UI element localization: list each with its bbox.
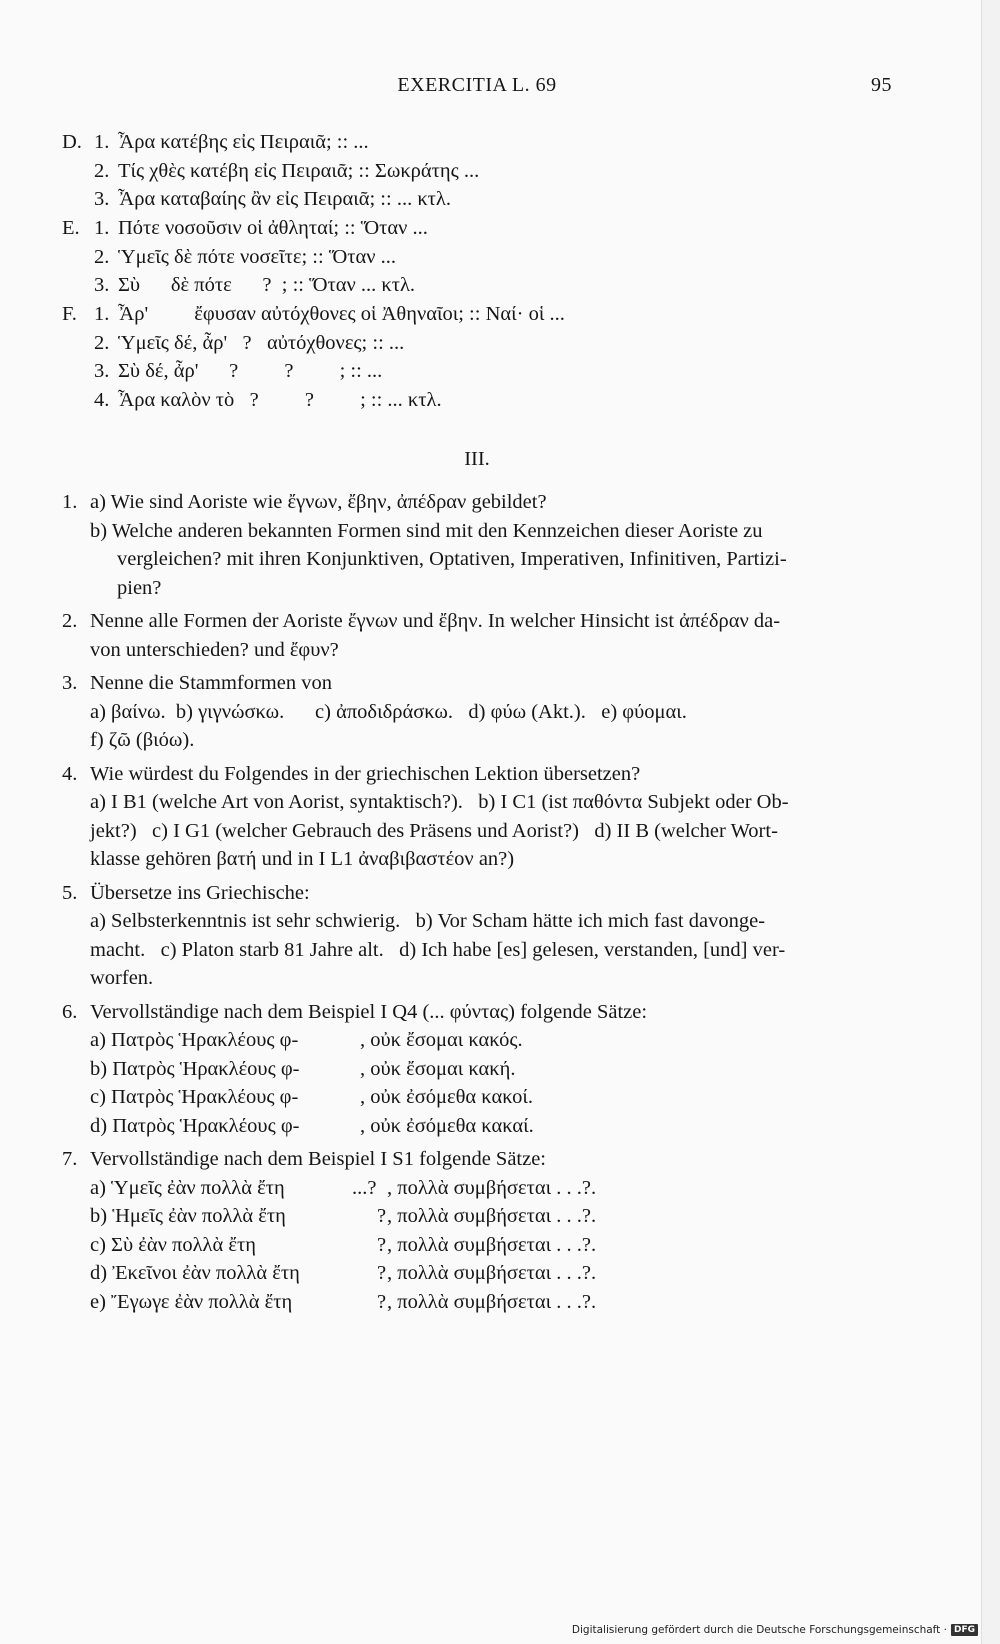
exercise-blank: ? xyxy=(377,1233,387,1256)
question-intro: Vervollständige nach dem Beispiel I Q4 (... φύντας) folgende Sätze: xyxy=(90,1000,648,1023)
question-line: a) βαίνω. b) γιγνώσκω. c) ἀποδιδράσκω. d) φύω (Akt.). e) φύομαι. xyxy=(90,700,687,723)
question-line: von unterschieden? und ἔφυν? xyxy=(90,638,339,661)
exercise-blank: ...? xyxy=(352,1176,377,1199)
line-number: 2. xyxy=(94,245,110,268)
footer-credit xyxy=(572,1624,978,1636)
question-1 xyxy=(62,488,892,602)
section-label: E. xyxy=(62,217,80,239)
line-text: Πότε νοσοῦσιν οἱ ἀθληταί; :: Ὅταν ... xyxy=(118,217,428,239)
question-line: b) Welche anderen bekannten Formen sind mit den Kennzeichen dieser Aoriste zu xyxy=(90,519,763,542)
exercise-item xyxy=(90,1288,892,1317)
question-line: Wie würdest du Folgendes in der griechischen Lektion übersetzen? xyxy=(90,762,641,785)
question-number: 4. xyxy=(62,762,78,785)
line-number: 3. xyxy=(94,188,110,210)
line-number: 3. xyxy=(94,274,110,296)
part-heading-text: III. xyxy=(464,448,490,470)
section-d-line xyxy=(62,185,892,214)
footer-text: Digitalisierung gefördert durch die Deutsche Forschungsgemeinschaft · xyxy=(571,1624,947,1636)
question-line: Nenne die Stammformen von xyxy=(90,672,332,694)
part-heading xyxy=(62,445,892,474)
exercise-item xyxy=(90,1083,892,1112)
question-line: pien? xyxy=(117,576,162,599)
question-line: a) Wie sind Aoriste wie ἔγνων, ἔβην, ἀπέδραν gebildet? xyxy=(90,491,547,513)
question-number: 6. xyxy=(62,1000,78,1023)
header-title: EXERCITIA L. 69 xyxy=(397,74,557,96)
line-text: Ὑμεῖς δέ, ἆρ' ? αὐτόχθονες; :: ... xyxy=(118,331,405,354)
line-text: Ἆρα κατέβης εἰς Πειραιᾶ; :: ... xyxy=(118,131,369,153)
question-5 xyxy=(62,879,892,993)
exercise-item xyxy=(90,1026,892,1055)
question-line: f) ζῶ (βιόω). xyxy=(90,729,195,751)
section-d-line xyxy=(62,157,892,186)
line-number: 2. xyxy=(94,159,110,182)
exercise-item xyxy=(90,1112,892,1141)
exercise-item xyxy=(90,1055,892,1084)
line-text: Ἆρα καταβαίης ἂν εἰς Πειραιᾶ; :: ... κτλ. xyxy=(118,188,451,210)
line-number: 2. xyxy=(94,331,110,354)
section-d-line xyxy=(62,128,892,157)
question-number: 2. xyxy=(62,610,78,632)
question-line: a) Selbsterkenntnis ist sehr schwierig. b) Vor Scham hätte ich mich fast davonge- xyxy=(90,910,766,932)
exercise-right: , οὐκ ἐσόμεθα κακαί. xyxy=(360,1114,534,1137)
exercise-item xyxy=(90,1174,892,1203)
exercise-blank: ? xyxy=(377,1205,387,1227)
question-4 xyxy=(62,760,892,874)
exercise-left: d) Ἐκεῖνοι ἐὰν πολλὰ ἔτη xyxy=(90,1262,300,1284)
line-text: Σὺ δὲ πότε ? ; :: Ὅταν ... κτλ. xyxy=(118,274,416,296)
question-6 xyxy=(62,998,892,1141)
exercise-item xyxy=(90,1259,892,1288)
line-text: Ὑμεῖς δὲ πότε νοσεῖτε; :: Ὅταν ... xyxy=(118,245,396,268)
exercise-blank: ? xyxy=(377,1290,387,1313)
question-3 xyxy=(62,669,892,755)
page-number: 95 xyxy=(871,74,892,96)
question-line: worfen. xyxy=(90,967,154,989)
exercise-left: d) Πατρὸς Ἡρακλέους φ- xyxy=(90,1114,300,1137)
question-2 xyxy=(62,607,892,664)
section-f-line xyxy=(62,386,892,415)
exercise-right: , οὐκ ἐσόμεθα κακοί. xyxy=(360,1086,533,1108)
line-number: 1. xyxy=(94,131,110,153)
line-number: 1. xyxy=(94,217,110,239)
line-number: 3. xyxy=(94,360,110,382)
line-text: Ἆρ' ἔφυσαν αὐτόχθονες οἱ Ἀθηναῖοι; :: Ναί· οἱ ... xyxy=(118,303,565,325)
section-d xyxy=(62,128,892,214)
line-text: Ἆρα καλὸν τὸ ? ? ; :: ... κτλ. xyxy=(118,388,442,411)
line-number: 1. xyxy=(94,303,110,325)
question-number: 5. xyxy=(62,881,78,904)
exercise-item xyxy=(90,1231,892,1260)
section-f-line xyxy=(62,357,892,386)
exercise-left: c) Σὺ ἐὰν πολλὰ ἔτη xyxy=(90,1233,256,1256)
exercise-left: c) Πατρὸς Ἡρακλέους φ- xyxy=(90,1086,299,1108)
exercise-right: , πολλὰ συμβήσεται . . .?. xyxy=(387,1176,597,1199)
section-f-line xyxy=(62,300,892,329)
questions xyxy=(62,488,892,1316)
section-label: F. xyxy=(62,303,77,325)
question-line: vergleichen? mit ihren Konjunktiven, Optativen, Imperativen, Infinitiven, Partizi- xyxy=(117,548,787,570)
section-f xyxy=(62,300,892,414)
line-number: 4. xyxy=(94,388,110,411)
exercise-left: a) Ὑμεῖς ἐὰν πολλὰ ἔτη xyxy=(90,1176,285,1199)
exercise-right: , πολλὰ συμβήσεται . . .?. xyxy=(387,1262,597,1284)
section-label: D. xyxy=(62,131,82,153)
running-header xyxy=(62,74,892,104)
exercise-right: , οὐκ ἔσομαι κακός. xyxy=(360,1029,523,1051)
question-line: macht. c) Platon starb 81 Jahre alt. d) Ich habe [es] gelesen, verstanden, [und] ver- xyxy=(90,938,786,961)
question-number: 7. xyxy=(62,1148,78,1170)
question-number: 3. xyxy=(62,672,78,694)
section-f-line xyxy=(62,329,892,358)
section-e-line xyxy=(62,271,892,300)
line-text: Τίς χθὲς κατέβη εἰς Πειραιᾶ; :: Σωκράτης ... xyxy=(118,159,480,182)
exercise-blank: ? xyxy=(377,1262,387,1284)
section-e-line xyxy=(62,243,892,272)
exercise-right: , πολλὰ συμβήσεται . . .?. xyxy=(387,1233,597,1256)
question-intro: Vervollständige nach dem Beispiel I S1 folgende Sätze: xyxy=(90,1148,547,1170)
question-line: a) I B1 (welche Art von Aorist, syntaktisch?). b) I C1 (ist παθόντα Subjekt oder Ob- xyxy=(90,791,789,813)
section-e xyxy=(62,214,892,300)
question-line: klasse gehören βατή und in I L1 ἀναβιβαστέον an?) xyxy=(90,848,515,870)
section-e-line xyxy=(62,214,892,243)
exercise-left: b) Ἡμεῖς ἐὰν πολλὰ ἔτη xyxy=(90,1205,286,1227)
exercise-left: a) Πατρὸς Ἡρακλέους φ- xyxy=(90,1029,299,1051)
dfg-logo: DFG xyxy=(951,1624,978,1636)
exercise-right: , οὐκ ἔσομαι κακή. xyxy=(360,1057,516,1080)
exercise-item xyxy=(90,1202,892,1231)
question-line: Nenne alle Formen der Aoriste ἔγνων und ἔβην. In welcher Hinsicht ist ἀπέδραν da- xyxy=(90,610,781,632)
exercise-left: b) Πατρὸς Ἡρακλέους φ- xyxy=(90,1057,300,1080)
exercise-right: , πολλὰ συμβήσεται . . .?. xyxy=(387,1205,597,1227)
question-7 xyxy=(62,1145,892,1316)
exercise-left: e) Ἔγωγε ἐὰν πολλὰ ἔτη xyxy=(90,1290,293,1313)
line-text: Σὺ δέ, ἆρ' ? ? ; :: ... xyxy=(118,360,383,382)
question-number: 1. xyxy=(62,491,78,513)
question-line: jekt?) c) I G1 (welcher Gebrauch des Präsens und Aorist?) d) II B (welcher Wort- xyxy=(90,819,778,842)
page-edge xyxy=(981,0,1000,1644)
exercise-right: , πολλὰ συμβήσεται . . .?. xyxy=(387,1290,597,1313)
question-line: Übersetze ins Griechische: xyxy=(90,881,310,904)
